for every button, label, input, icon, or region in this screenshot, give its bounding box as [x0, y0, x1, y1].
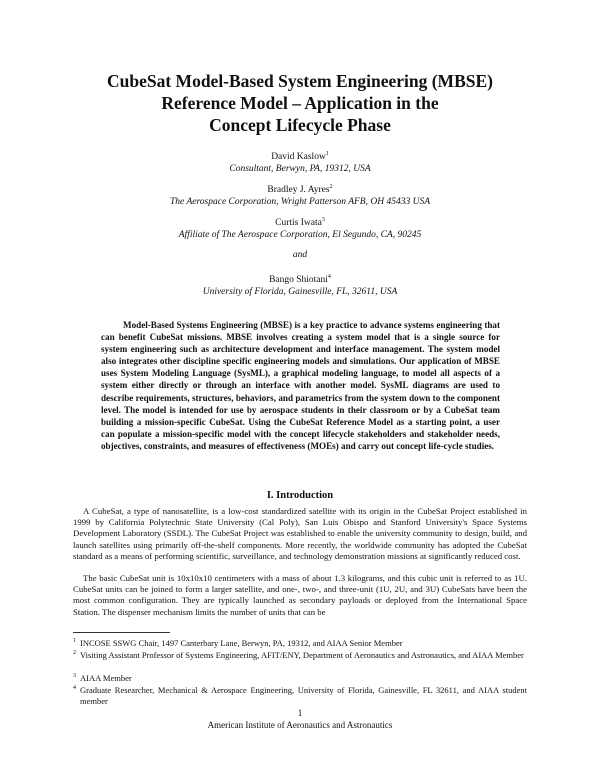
footnote-number: 1 — [73, 638, 76, 644]
and-separator: and — [292, 250, 308, 260]
abstract: Model-Based Systems Engineering (MBSE) is a key practice to advance systems engineering that can benefit CubeSat missions. MBSE involves creating a system model that is a single source for system engineering such as architecture development and interface management. The system model also integrates other discipline specific engineering models and simulations. Our application of MBSE uses System Modeling Language (SysML), a graphical modeling language, to model all aspects of a system either directly or through an interface with another model. SysML diagrams are used to describe requirements, structures, behaviors, and parametrics from the system down to the component level. The model is intended for use by aerospace students in their classroom or by a CubeSat team building a mission-specific CubeSat. Using the CubeSat Reference Model as a starting point, a user can populate a mission-specific model with the concept lifecycle stakeholders and stakeholder needs, objectives, constraints, and measures of effectiveness (MOEs) and carry out concept life-cycle studies. — [101, 320, 500, 451]
author-footnote-mark: 4 — [327, 273, 331, 280]
paper-title — [60, 70, 540, 136]
author-affiliation: Affiliate of The Aerospace Corporation, El Segundo, CA, 90245 — [178, 230, 422, 240]
author-name: Bradley J. Ayres — [267, 185, 330, 195]
footnote-number: 3 — [73, 673, 76, 679]
author-affiliation: The Aerospace Corporation, Wright Patterson AFB, OH 45433 USA — [169, 197, 430, 207]
footnote-text: Graduate Researcher, Mechanical & Aerospace Engineering, University of Florida, Gainesville, FL 32611, and AIAA student member — [80, 685, 527, 706]
footnote — [73, 638, 527, 649]
author-name: Curtis Iwata — [275, 218, 322, 228]
footnote-number: 2 — [73, 650, 76, 656]
footnote — [73, 650, 527, 661]
author-block — [60, 151, 540, 175]
author-footnote-mark: 1 — [325, 150, 329, 157]
author-name: Bango Shiotani — [269, 275, 328, 285]
author-block — [60, 274, 540, 298]
footnote — [73, 685, 527, 707]
author-footnote-mark: 2 — [329, 183, 333, 190]
footnote-text: INCOSE SSWG Chair, 1497 Canterbary Lane, Berwyn, PA, 19312, and AIAA Senior Member — [80, 638, 403, 648]
footnote-text: AIAA Member — [80, 673, 132, 683]
page-footer: American Institute of Aeronautics and Astronautics — [207, 720, 393, 730]
title-line-1: CubeSat Model-Based System Engineering (MBSE) — [107, 71, 493, 91]
title-line-3: Concept Lifecycle Phase — [209, 115, 391, 135]
footnote — [73, 673, 527, 684]
page-number: 1 — [297, 708, 303, 718]
author-block — [60, 184, 540, 208]
author-footnote-mark: 3 — [321, 216, 325, 223]
body-paragraph: A CubeSat, a type of nanosatellite, is a low-cost standardized satellite with its origin in the CubeSat Project established in 1999 by California Polytechnic State University (Cal Poly), San Luis Obispo and Stanford University's Space Systems Development Laboratory (SSDL). The CubeSat Project was established to enable the university community to design, build, and launch satellites using primarily off-the-shelf components. More recently, the worldwide community has adopted the CubeSat standard as a means of performing scientific, surveillance, and technology demonstration missions at significantly reduced cost. — [73, 506, 527, 561]
title-line-2: Reference Model – Application in the — [161, 93, 439, 113]
body-paragraph: The basic CubeSat unit is 10x10x10 centimeters with a mass of about 1.3 kilograms, and this cubic unit is referred to as 1U. CubeSat units can be joined to form a larger satellite, and one-, two-, and three-unit (1U, 2U, and 3U) CubeSats have been the most common configuration. They are typically launched as secondary payloads or deployed from the International Space Station. The dispenser mechanism limits the number of units that can be — [73, 573, 527, 617]
author-name: David Kaslow — [271, 152, 326, 162]
author-affiliation: University of Florida, Gainesville, FL, 32611, USA — [202, 287, 398, 297]
footnote-number: 4 — [73, 685, 76, 691]
section-heading: I. Introduction — [266, 490, 334, 501]
footnote-divider — [73, 632, 170, 633]
author-affiliation: Consultant, Berwyn, PA, 19312, USA — [229, 164, 371, 174]
author-block — [60, 217, 540, 241]
footnote-text: Visiting Assistant Professor of Systems Engineering, AFIT/ENY, Department of Aeronautics and Astronautics, and AIAA Member — [80, 650, 524, 660]
